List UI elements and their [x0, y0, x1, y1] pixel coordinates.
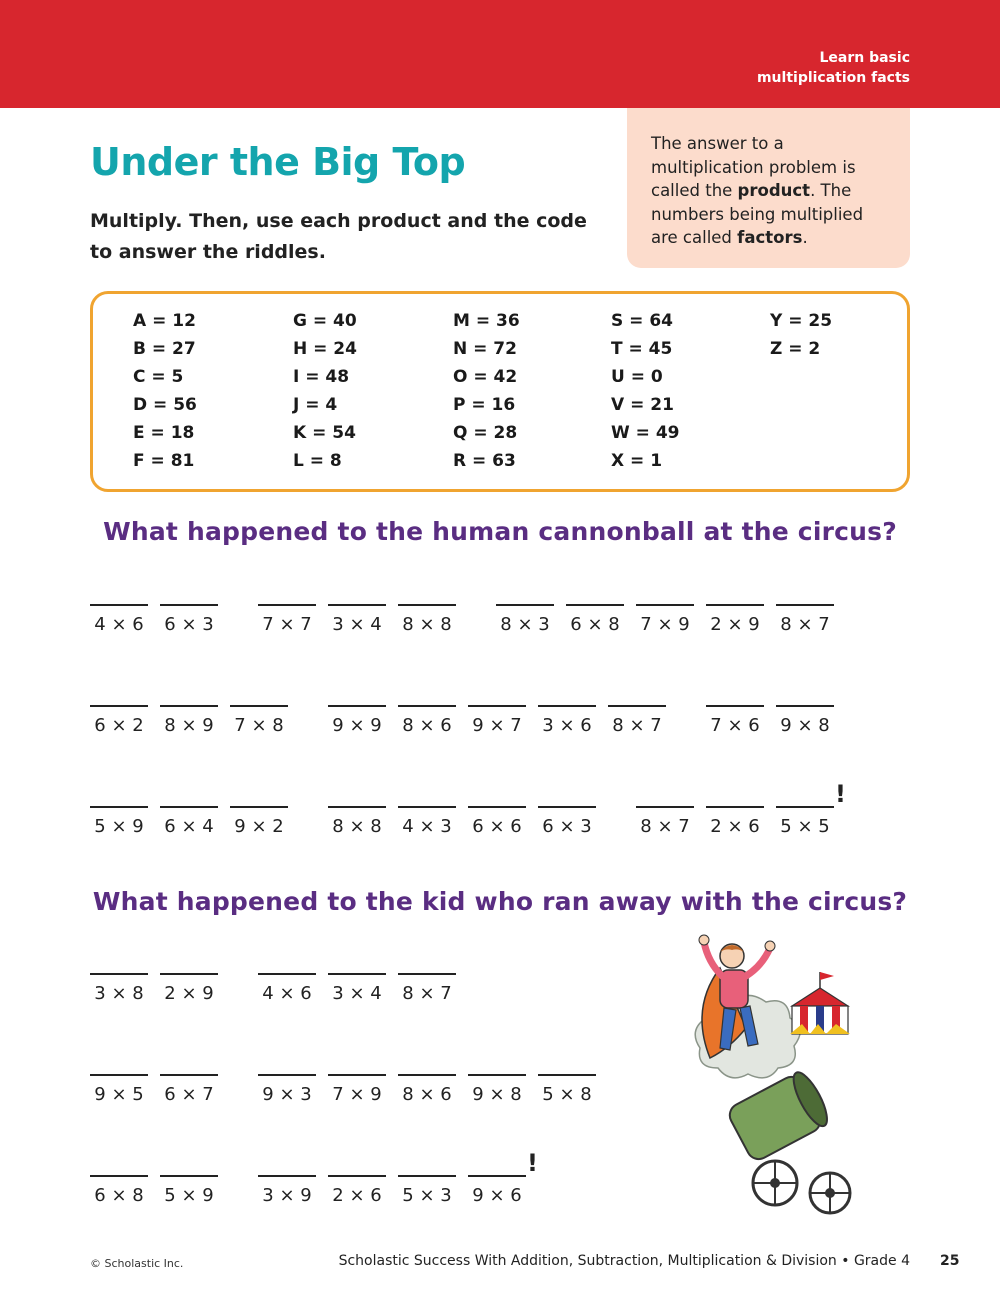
multiplication-fact: 5 × 8 — [542, 1084, 592, 1105]
answer-blank[interactable] — [328, 705, 386, 707]
code-key-entry: O = 42 — [453, 367, 518, 387]
multiplication-fact: 9 × 2 — [234, 816, 284, 837]
answer-blank[interactable] — [398, 806, 456, 808]
multiplication-fact: 8 × 7 — [780, 614, 830, 635]
answer-blank[interactable] — [706, 806, 764, 808]
answer-blank[interactable] — [90, 705, 148, 707]
answer-blank[interactable] — [258, 1074, 316, 1076]
answer-blank[interactable] — [538, 806, 596, 808]
skill-line-1: Learn basic — [819, 50, 910, 66]
answer-blank[interactable] — [90, 1175, 148, 1177]
multiplication-fact: 6 × 8 — [570, 614, 620, 635]
multiplication-fact: 9 × 8 — [780, 715, 830, 736]
answer-blank[interactable] — [258, 973, 316, 975]
code-key-entry: Z = 2 — [770, 339, 821, 359]
multiplication-fact: 8 × 7 — [640, 816, 690, 837]
multiplication-fact: 9 × 3 — [262, 1084, 312, 1105]
answer-blank[interactable] — [636, 604, 694, 606]
code-key-entry: V = 21 — [611, 395, 674, 415]
multiplication-fact: 4 × 3 — [402, 816, 452, 837]
code-key-entry: Q = 28 — [453, 423, 518, 443]
answer-blank[interactable] — [90, 1074, 148, 1076]
code-key-box — [90, 291, 910, 492]
multiplication-fact: 4 × 6 — [94, 614, 144, 635]
exclamation-mark: ! — [527, 1149, 538, 1177]
multiplication-fact: 9 × 8 — [472, 1084, 522, 1105]
answer-blank[interactable] — [538, 705, 596, 707]
multiplication-fact: 7 × 8 — [234, 715, 284, 736]
code-key-entry: L = 8 — [293, 451, 342, 471]
multiplication-fact: 3 × 9 — [262, 1185, 312, 1206]
skill-label — [757, 48, 910, 88]
multiplication-fact: 5 × 5 — [780, 816, 830, 837]
answer-blank[interactable] — [258, 1175, 316, 1177]
answer-blank[interactable] — [328, 1175, 386, 1177]
answer-blank[interactable] — [636, 806, 694, 808]
answer-blank[interactable] — [566, 604, 624, 606]
multiplication-fact: 9 × 9 — [332, 715, 382, 736]
multiplication-fact: 8 × 6 — [402, 1084, 452, 1105]
code-key-entry: D = 56 — [133, 395, 197, 415]
multiplication-fact: 4 × 6 — [262, 983, 312, 1004]
multiplication-fact: 8 × 7 — [402, 983, 452, 1004]
multiplication-fact: 6 × 7 — [164, 1084, 214, 1105]
answer-blank[interactable] — [328, 973, 386, 975]
multiplication-fact: 7 × 9 — [640, 614, 690, 635]
code-key-entry: T = 45 — [611, 339, 673, 359]
answer-blank[interactable] — [90, 806, 148, 808]
multiplication-fact: 2 × 9 — [164, 983, 214, 1004]
code-key-entry: G = 40 — [293, 311, 357, 331]
answer-blank[interactable] — [160, 806, 218, 808]
multiplication-fact: 2 × 6 — [710, 816, 760, 837]
code-key-entry: N = 72 — [453, 339, 517, 359]
tip-text-2: . The numbers being multiplied are called — [651, 181, 864, 247]
answer-blank[interactable] — [468, 705, 526, 707]
answer-blank[interactable] — [160, 1175, 218, 1177]
multiplication-fact: 3 × 8 — [94, 983, 144, 1004]
human-cannonball-illustration — [680, 928, 870, 1218]
answer-blank[interactable] — [468, 1074, 526, 1076]
answer-blank[interactable] — [398, 1175, 456, 1177]
answer-blank[interactable] — [776, 604, 834, 606]
multiplication-fact: 8 × 8 — [402, 614, 452, 635]
answer-blank[interactable] — [468, 1175, 526, 1177]
code-key-entry: E = 18 — [133, 423, 195, 443]
riddle-question: What happened to the human cannonball at the circus? — [103, 517, 897, 546]
skill-line-2: multiplication facts — [756, 70, 910, 86]
multiplication-fact: 7 × 9 — [332, 1084, 382, 1105]
answer-blank[interactable] — [776, 705, 834, 707]
answer-blank[interactable] — [328, 806, 386, 808]
answer-blank[interactable] — [496, 604, 554, 606]
answer-blank[interactable] — [706, 604, 764, 606]
answer-blank[interactable] — [398, 1074, 456, 1076]
multiplication-fact: 6 × 6 — [472, 816, 522, 837]
multiplication-fact: 9 × 5 — [94, 1084, 144, 1105]
multiplication-fact: 8 × 6 — [402, 715, 452, 736]
multiplication-fact: 9 × 6 — [472, 1185, 522, 1206]
multiplication-fact: 2 × 6 — [332, 1185, 382, 1206]
code-key-entry: M = 36 — [453, 311, 520, 331]
answer-blank[interactable] — [328, 1074, 386, 1076]
code-key-entry: Y = 25 — [770, 311, 833, 331]
multiplication-fact: 8 × 8 — [332, 816, 382, 837]
code-key-entry: B = 27 — [133, 339, 196, 359]
page-title: Under the Big Top — [90, 140, 466, 184]
multiplication-fact: 8 × 9 — [164, 715, 214, 736]
code-key-entry: P = 16 — [453, 395, 516, 415]
code-key-entry: W = 49 — [611, 423, 680, 443]
multiplication-fact: 3 × 6 — [542, 715, 592, 736]
page-number: 25 — [940, 1253, 960, 1269]
multiplication-fact: 8 × 7 — [612, 715, 662, 736]
multiplication-fact: 5 × 3 — [402, 1185, 452, 1206]
answer-blank[interactable] — [398, 973, 456, 975]
multiplication-fact: 8 × 3 — [500, 614, 550, 635]
multiplication-fact: 3 × 4 — [332, 614, 382, 635]
tip-box — [627, 108, 910, 268]
code-key-entry: R = 63 — [453, 451, 516, 471]
answer-blank[interactable] — [398, 604, 456, 606]
answer-blank[interactable] — [230, 806, 288, 808]
multiplication-fact: 7 × 6 — [710, 715, 760, 736]
instructions: Multiply. Then, use each product and the code to answer the riddles. — [90, 210, 587, 263]
code-key-entry: H = 24 — [293, 339, 357, 359]
multiplication-fact: 3 × 4 — [332, 983, 382, 1004]
tip-text-3: . — [802, 228, 808, 247]
answer-blank[interactable] — [398, 705, 456, 707]
code-key-entry: F = 81 — [133, 451, 195, 471]
code-key-entry: K = 54 — [293, 423, 356, 443]
code-key-entry: U = 0 — [611, 367, 663, 387]
tip-term-product: product — [737, 181, 811, 200]
answer-blank[interactable] — [258, 604, 316, 606]
answer-blank[interactable] — [90, 973, 148, 975]
multiplication-fact: 6 × 8 — [94, 1185, 144, 1206]
multiplication-fact: 6 × 3 — [164, 614, 214, 635]
code-key-entry: A = 12 — [133, 311, 196, 331]
multiplication-fact: 6 × 3 — [542, 816, 592, 837]
answer-blank[interactable] — [328, 604, 386, 606]
multiplication-fact: 5 × 9 — [94, 816, 144, 837]
code-key-entry: I = 48 — [293, 367, 350, 387]
riddle-question: What happened to the kid who ran away with the circus? — [92, 887, 908, 916]
answer-blank[interactable] — [90, 604, 148, 606]
answer-blank[interactable] — [160, 604, 218, 606]
exclamation-mark: ! — [835, 780, 846, 808]
multiplication-fact: 6 × 2 — [94, 715, 144, 736]
answer-blank[interactable] — [230, 705, 288, 707]
multiplication-fact: 6 × 4 — [164, 816, 214, 837]
multiplication-fact: 5 × 9 — [164, 1185, 214, 1206]
copyright: © Scholastic Inc. — [90, 1257, 184, 1270]
tip-text-1: The answer to a multiplication problem is called the — [651, 134, 856, 200]
answer-blank[interactable] — [538, 1074, 596, 1076]
answer-blank[interactable] — [160, 705, 218, 707]
tip-term-factors: factors — [737, 228, 803, 247]
multiplication-fact: 9 × 7 — [472, 715, 522, 736]
multiplication-fact: 7 × 7 — [262, 614, 312, 635]
multiplication-fact: 2 × 9 — [710, 614, 760, 635]
answer-blank[interactable] — [160, 973, 218, 975]
answer-blank[interactable] — [608, 705, 666, 707]
answer-blank[interactable] — [160, 1074, 218, 1076]
code-key-entry: J = 4 — [293, 395, 338, 415]
code-key-entry: S = 64 — [611, 311, 673, 331]
answer-blank[interactable] — [776, 806, 834, 808]
code-key-entry: X = 1 — [611, 451, 663, 471]
answer-blank[interactable] — [468, 806, 526, 808]
book-title: Scholastic Success With Addition, Subtraction, Multiplication & Division • Grade 4 — [338, 1253, 910, 1269]
answer-blank[interactable] — [706, 705, 764, 707]
code-key-entry: C = 5 — [133, 367, 184, 387]
